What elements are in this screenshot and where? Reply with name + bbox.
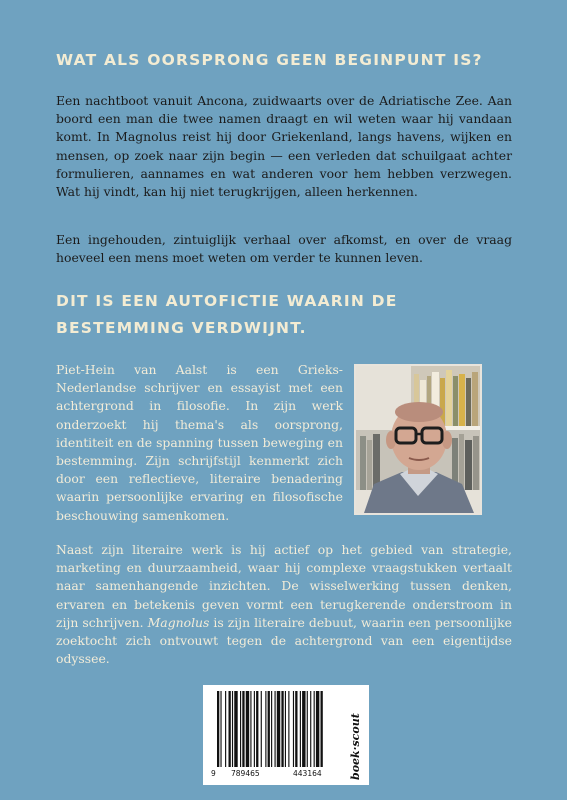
barcode-bar — [246, 691, 249, 767]
barcode-bar — [321, 691, 323, 767]
barcode-bar — [234, 691, 237, 767]
heading-origin: WAT ALS OORSPRONG GEEN BEGINPUNT IS? — [56, 51, 483, 69]
barcode-bar — [256, 691, 258, 767]
barcode-bar — [242, 691, 244, 767]
barcode-bars — [203, 685, 369, 771]
barcode-bar — [265, 691, 266, 767]
barcode-bar — [220, 691, 221, 767]
barcode-bar — [271, 691, 272, 767]
barcode-bar — [268, 691, 270, 767]
barcode-bar — [240, 691, 241, 767]
barcode-bar — [285, 691, 286, 767]
publisher-logo — [348, 692, 362, 780]
barcode-bar — [307, 691, 308, 767]
barcode-bar — [225, 691, 226, 767]
publisher-logo-text: boek·scout — [349, 713, 362, 780]
barcode-bar — [281, 691, 283, 767]
barcode-bar — [293, 691, 294, 767]
barcode-bar — [229, 691, 231, 767]
author-bio-paragraph-1: Piet-Hein van Aalst is een Grieks-Nederlandse schrijver en essayist met een achtergrond in filosofie. In zijn werk onderzoekt hij thema's als oorsprong, identiteit en de spanning tussen beweging en bestemming. Zijn schrijfstijl kenmerkt zich door een reflectieve, literaire benadering waarin persoonlijke ervaring en filosofische beschouwing samenkomen. — [56, 362, 343, 523]
barcode-bar — [310, 691, 311, 767]
barcode-bar — [295, 691, 297, 767]
barcode-bar — [261, 691, 262, 767]
author-photo — [354, 364, 482, 515]
isbn-digit-group-right: 443164 — [293, 769, 322, 778]
barcode-bar — [250, 691, 251, 767]
barcode-bar — [300, 691, 301, 767]
bio2-text-part-2: is zijn literaire debuut, waarin een persoonlijke zoektocht zich ontvouwt tegen de achtergrond van een eigentijdse odyssee. — [56, 614, 512, 667]
barcode-bar — [288, 691, 289, 767]
heading-autofiction: DIT IS EEN AUTOFICTIE WAARIN DE BESTEMMING VERDWIJNT. — [56, 292, 398, 337]
author-portrait-illustration — [356, 366, 480, 513]
barcode-bar — [302, 691, 305, 767]
barcode-bar — [316, 691, 319, 767]
barcode-bar — [275, 691, 276, 767]
author-bio-paragraph-2 — [56, 541, 512, 668]
barcode-bar — [232, 691, 233, 767]
isbn-barcode — [203, 685, 369, 785]
bio2-text-part-1: Naast zijn literaire werk is hij actief op het gebied van strategie, marketing en duurzaamheid, waar hij complexe vraagstukken vertaalt naar samenhangende inzichten. De wisselwerking tussen denken, ervaren en betekenis geven vormt een terugkerende onderstroom in zijn schrijven. — [56, 542, 512, 630]
barcode-bar — [277, 691, 280, 767]
book-title-magnolus: Magnolus — [147, 614, 210, 630]
blurb-paragraph-2: Een ingehouden, zintuiglijk verhaal over afkomst, en over de vraag hoeveel een mens moet weten om verder te kunnen leven. — [56, 232, 512, 266]
isbn-digit-lead: 9 — [211, 769, 216, 778]
isbn-digit-group-left: 789465 — [231, 769, 260, 778]
blurb-paragraph-1: Een nachtboot vanuit Ancona, zuidwaarts over de Adriatische Zee. Aan boord een man die twee namen draagt en wil weten waar hij vandaan komt. In Magnolus reist hij door Griekenland, langs havens, wijken en mensen, op zoek naar zijn begin — een verleden dat schuilgaat achter formulieren, aannames en wat anderen voor hem hebben verzwegen. Wat hij vindt, kan hij niet terugkrijgen, alleen herkennen. — [56, 93, 512, 200]
barcode-bar — [217, 691, 219, 767]
barcode-bar — [254, 691, 255, 767]
barcode-bar — [314, 691, 315, 767]
